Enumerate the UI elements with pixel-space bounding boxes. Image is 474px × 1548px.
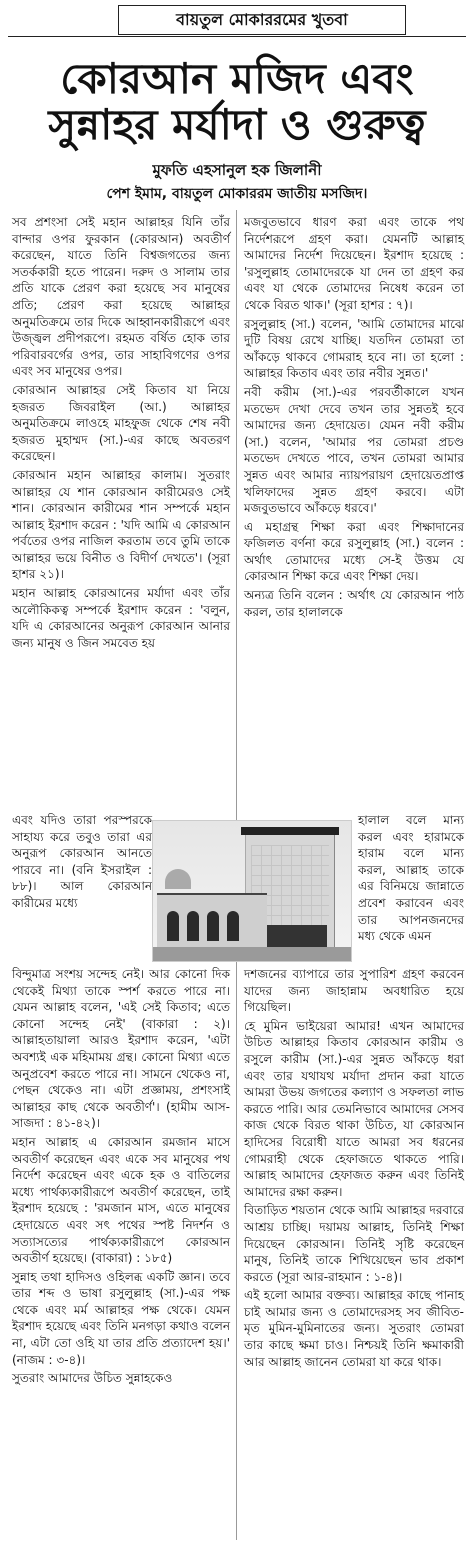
- arch: [207, 911, 219, 941]
- right-lower-column: [244, 966, 464, 1372]
- right-paragraph-2: রসুলুল্লাহ (সা.) বলেন, 'আমি তোমাদের মাঝে দুটি বিষয় রেখে যাচ্ছি। যতদিন তোমরা তা আঁকড়ে থাকবে গোমরাহ হবে না। তা হলো : আল্লাহর কিতাব এবং তার নবীর সুন্নত।': [244, 316, 464, 381]
- right-lower-paragraph-4: এই হলো আমার বক্তব্য। আল্লাহর কাছে পানাহ চাই আমার জন্য ও তোমাদেরসহ সব জীবিত-মৃত মুমিন-মুমিনাতের জন্য। সুতরাং তোমরা তার কাছে ক্ষমা চাও। নিশ্চয়ই তিনি ক্ষমাকারী আর আল্লাহ জানেন তোমরা যা করে থাক।: [244, 1288, 464, 1369]
- left-paragraph-4: মহান আল্লাহ কোরআনের মর্যাদা এবং তাঁর অলৌকিকত্ব সম্পর্কে ইরশাদ করেন : 'বলুন, যদি এ কোরআনের অনুরূপ কোরআন আনার জন্য মানুষ ও জিন সমবেত হয়: [12, 586, 230, 650]
- headline-line-1: কোরআন মজিদ এবং: [60, 54, 414, 103]
- right-paragraph-1: মজবুতভাবে ধারণ করা এবং তাকে পথ নির্দেশরূপে গ্রহণ করা। যেমনটি আল্লাহ আমাদের নির্দেশ দিয়েছেন। ইরশাদ হয়েছে : 'রসুলুল্লাহ তোমাদেরকে যা দেন তা গ্রহণ কর এবং যা থেকে তোমাদের নিষেধ করেন তা থেকে বিরত থাক।' (সূরা হাশর : ৭)।: [244, 215, 464, 312]
- left-lower-paragraph-4: সুতরাং আমাদের উচিত সুন্নাহকেও: [12, 1371, 173, 1386]
- mosque-ground: [153, 947, 352, 961]
- right-paragraph-4: এ মহাগ্রন্থ শিক্ষা করা এবং শিক্ষাদানের ফজিলত বর্ণনা করে রসুলুল্লাহ (সা.) বলেন : অর্থাৎ তোমাদের মধ্যে সে-ই উত্তম যে কোরআন শিক্ষা করে এবং শিক্ষা দেয়।: [244, 519, 464, 584]
- arch: [167, 911, 179, 941]
- left-column: [12, 214, 230, 653]
- left-paragraph-3: কোরআন মহান আল্লাহর কালাম। সুতরাং আল্লাহর যে শান কোরআন কারীমেরও সেই শান। কোরআন কারীমের শান সম্পর্কে মহান আল্লাহ ইরশাদ করেন : 'যদি আমি এ কোরআন পর্বতের ওপর নাজিল করতাম তবে তুমি তাকে আল্লাহর ভয়ে বিনীত ও বিদীর্ণ দেখতে'। (সূরা হাশর ২১)।: [12, 467, 230, 582]
- right-lower-paragraph-2: হে মুমিন ভাইয়েরা আমার! এখন আমাদের উচিত আল্লাহর কিতাব কোরআন কারীম ও রসুলে কারীম (সা.)-এর সুন্নত আঁকড়ে ধরা এবং তার যথাযথ মর্যাদা প্রদান করা যাতে আমরা উভয় জগতের কল্যাণ ও সফলতা লাভ করতে পারি। আর তেমনিভাবে আমাদের সেসব কাজ থেকে বিরত থাকা উচিত, যা কোরআন হাদিসের বিরোধী যাতে আমরা সব ধরনের গোমরাহী থেকে হেফাজতে থাকতে পারি। আল্লাহ আমাদের হেফাজত করুন এবং তিনিই আমাদের রক্ষা করুন।: [244, 1018, 464, 1199]
- kicker-rule: [8, 36, 466, 37]
- right-wrap-text: হালাল বলে মান্য করল এবং হারামকে হারাম বলে মান্য করল, আল্লাহ তাকে এর বিনিময়ে জান্নাতে প্রবেশ করাবেন এবং তার আপনজনদের মধ্য থেকে এমন: [358, 813, 464, 944]
- arch: [227, 911, 239, 941]
- right-lower-paragraph-1: দশজনের ব্যাপারে তার সুপারিশ গ্রহণ করবেন যাদের জন্য জাহান্নাম অবধারিত হয়ে গিয়েছিল।: [244, 967, 464, 1015]
- left-lower-paragraph-3: সুন্নাহ তথা হাদিসও ওহিলব্ধ একটি জ্ঞান। তবে তার শব্দ ও ভাষা রসুলুল্লাহ (সা.)-এর পক্ষ থেকে এবং মর্ম আল্লাহর পক্ষ থেকে। যেমন ইরশাদ হয়েছে এবং তিনি মনগড়া কথাও বলেন না, এটা তো ওহি যা তার প্রতি প্রত্যাদেশ হয়।' (নাজম : ৩-৪)।: [12, 1269, 230, 1367]
- mosque-photo: [152, 820, 352, 962]
- headline-line-2: সুন্নাহর মর্যাদা ও গুরুত্ব: [48, 100, 426, 149]
- left-paragraph-2: কোরআন আল্লাহর সেই কিতাব যা নিয়ে হজরত জিবরাইল (আ.) আল্লাহর অনুমতিক্রমে লাওহে মাহফুজ থেকে শেষ নবী হজরত মুহাম্মদ (সা.)-এর কাছে অবতরণ করেছেন।: [12, 382, 230, 464]
- right-lower-paragraph-3: বিতাড়িত শয়তান থেকে আমি আল্লাহর দরবারে আশ্রয় চাচ্ছি। দয়াময় আল্লাহ, তিনিই শিক্ষা দিয়েছেন কোরআন। তিনিই সৃষ্টি করেছেন মানুষ, তিনিই তাকে শিখিয়েছেন ভাব প্রকাশ করতে (সূরা আর-রাহমান : ১-৪)।: [244, 1203, 464, 1284]
- left-lower-column: [12, 966, 230, 1389]
- mosque-roof: [241, 827, 339, 835]
- right-paragraph-3: নবী করীম (সা.)-এর পরবর্তীকালে যখন মতভেদ দেখা দেবে তখন তার সুন্নতই হবে আমাদের জন্য হেদায়েত। যেমন নবী করীম (সা.) বলেন, 'আমার পর তোমরা প্রচণ্ড মতভেদ দেখতে পাবে, তখন তোমরা আমার সুন্নত এবং আমার ন্যায়পরায়ণ হেদায়েতপ্রাপ্ত খলিফাদের সুন্নত গ্রহণ করবে। এটা মজবুতভাবে আঁকড়ে ধরবে।': [244, 384, 464, 516]
- arch: [187, 911, 199, 941]
- mosque-dome: [165, 869, 191, 889]
- section-kicker-box: [118, 5, 406, 35]
- section-kicker: বায়তুল মোকাররমের খুতবা: [176, 9, 348, 29]
- right-column: [244, 214, 464, 622]
- left-paragraph-1: সব প্রশংসা সেই মহান আল্লাহর যিনি তাঁর বান্দার ওপর ফুরকান (কোরআন) অবতীর্ণ করেছেন, যাতে তিনি বিশ্বজগতের জন্য সতর্ককারী হতে পারেন। দরুদ ও সালাম তার প্রতি যাকে প্রেরণ করা হয়েছে সব মানুষের প্রতি; প্রেরণ করা হয়েছে আল্লাহর অনুমতিক্রমে তার দিকে আহ্বানকারীরূপে এবং উজ্জ্বল প্রদীপরূপে। রহমত বর্ষিত হোক তার পরিবারবর্গের ওপর, তার সাহাবিগণের ওপর এবং সব মানুষের ওপর।: [12, 215, 230, 379]
- left-lower-paragraph-1: বিন্দুমাত্র সংশয় সন্দেহ নেই। আর কোনো দিক থেকেই মিথ্যা তাকে স্পর্শ করতে পারে না। যেমন আল্লাহ বলেন, 'এই সেই কিতাব; এতে কোনো সন্দেহ নেই' (বাকারা : ২)। আল্লাহতায়ালা আরও ইরশাদ করেন, 'এটা অবশ্যই এক মহিমাময় গ্রন্থ। কোনো মিথ্যা এতে অনুপ্রবেশ করতে পারে না। সামনে থেকেও না, পেছন থেকেও না। এটা প্রজ্ঞাময়, প্রশংসাই আল্লাহর কাছ থেকে অবতীর্ণ'। (হামীম আস-সাজদা : ৪১-৪২)।: [12, 967, 230, 1131]
- author-name: মুফতি এহসানুল হক জিলানী: [152, 161, 322, 179]
- author-role: পেশ ইমাম, বায়তুল মোকাররম জাতীয় মসজিদ।: [106, 186, 368, 202]
- right-paragraph-5: অন্যত্র তিনি বলেন : অর্থাৎ যে কোরআন পাঠ করল, তার হালালকে: [244, 588, 464, 619]
- left-wrap-text: এবং যদিও তারা পরস্পরকে সাহায্য করে তবুও তারা এর অনুরূপ কোরআন আনতে পারবে না। (বনি ইসরাইল : ৮৮)। আল কোরআন কারীমের মধ্যে: [12, 813, 152, 910]
- left-lower-paragraph-2: মহান আল্লাহ এ কোরআন রমজান মাসে অবতীর্ণ করেছেন এবং একে সব মানুষের পথ নির্দেশ করেছেন এবং একে হক ও বাতিলের মধ্যে পার্থক্যকারীরূপে অবতীর্ণ করেছেন, তাই ইরশাদ হয়েছে : 'রমজান মাস, এতে মানুষের হেদায়েতে এবং সৎ পথের স্পষ্ট নিদর্শন ও সত্যাসত্যের পার্থক্যকারীরূপে কোরআন অবতীর্ণ হয়েছে। (বাকারা) : ১৮৫): [12, 1134, 230, 1266]
